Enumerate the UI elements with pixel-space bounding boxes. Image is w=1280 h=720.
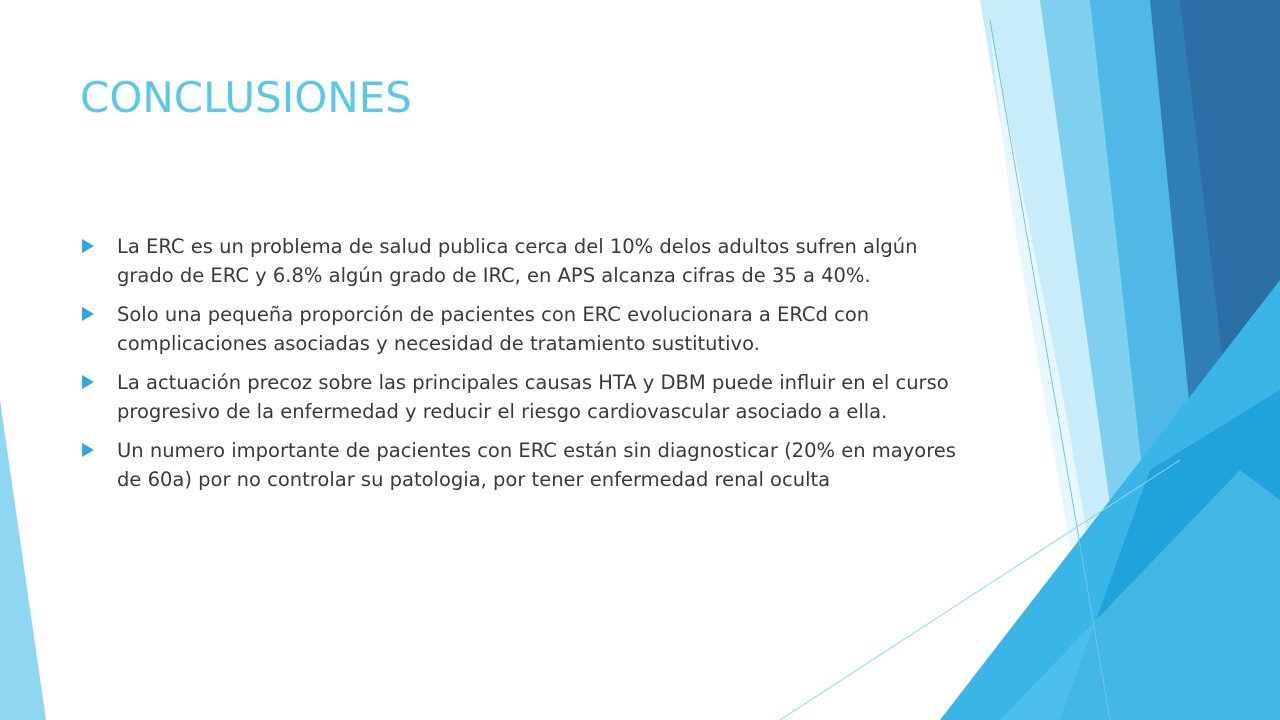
triangle-right-icon xyxy=(82,375,94,389)
bullet-item xyxy=(80,300,970,358)
triangle-right-icon xyxy=(82,443,94,457)
slide-title: CONCLUSIONES xyxy=(80,73,412,122)
bullet-text: Solo una pequeña proporción de pacientes con ERC evolucionara a ERCd con complicaciones asociadas y necesidad de tratamiento sustitutivo. xyxy=(117,303,870,355)
bullet-text: La ERC es un problema de salud publica cerca del 10% delos adultos sufren algún grado de ERC y 6.8% algún grado de IRC, en APS alcanza cifras de 35 a 40%. xyxy=(117,235,918,287)
left-edge-shape xyxy=(0,400,46,720)
bullet-text: Un numero importante de pacientes con ERC están sin diagnosticar (20% en mayores de 60a) por no controlar su patologia, por tener enfermedad renal oculta xyxy=(117,439,956,491)
bullet-list xyxy=(80,232,970,504)
triangle-right-icon xyxy=(82,307,94,321)
bullet-item xyxy=(80,436,970,494)
bullet-item xyxy=(80,232,970,290)
triangle-right-icon xyxy=(82,239,94,253)
bullet-item xyxy=(80,368,970,426)
bullet-text: La actuación precoz sobre las principales causas HTA y DBM puede influir en el curso progresivo de la enfermedad y reducir el riesgo cardiovascular asociado a ella. xyxy=(117,371,949,423)
